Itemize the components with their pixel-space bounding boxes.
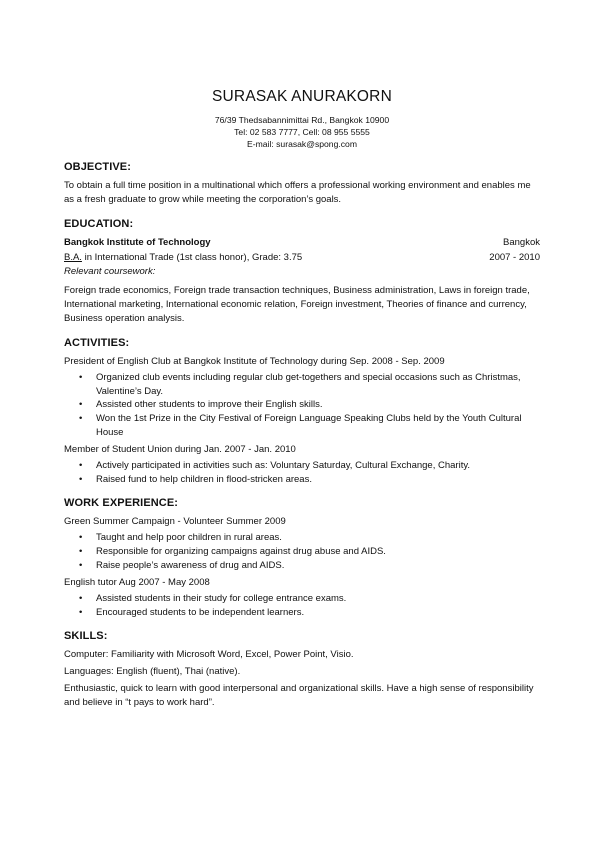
- job-title: English tutor Aug 2007 - May 2008: [64, 576, 210, 588]
- work-section: [64, 497, 540, 619]
- job-list: [64, 592, 540, 620]
- skill-languages: Languages: English (fluent), Thai (native).: [64, 666, 241, 678]
- contact-block: [64, 115, 540, 150]
- degree-detail: in International Trade (1st class honor), Grade: 3.75: [81, 251, 303, 263]
- list-item: • Assisted students in their study for college entrance exams.: [79, 592, 347, 604]
- bullet-icon: •: [79, 371, 83, 383]
- skill-personal: Enthusiastic, quick to learn with good interpersonal and organizational skills. Have a high sense of responsibility and believe in “t pays to work hard”.: [64, 683, 534, 709]
- list-item: • Actively participated in activities such as: Voluntary Saturday, Cultural Exchange, Charity.: [79, 459, 471, 471]
- objective-section: [64, 161, 540, 207]
- section-heading: SKILLS:: [64, 630, 108, 643]
- activities-section: [64, 337, 540, 487]
- list-item: • Organized club events including regular club get-togethers and special occasions such as Christmas, Valentine’s Day.: [79, 371, 521, 397]
- candidate-name: SURASAK ANURAKORN: [212, 88, 392, 105]
- education-school-row: [64, 236, 540, 251]
- activity-list: [64, 371, 540, 440]
- activity-list: [64, 459, 540, 487]
- school-name: Bangkok Institute of Technology: [64, 237, 211, 249]
- skills-section: [64, 630, 540, 710]
- education-degree-row: [64, 251, 540, 266]
- bullet-icon: •: [79, 592, 83, 604]
- bullet-icon: •: [79, 606, 83, 618]
- school-location: Bangkok: [503, 237, 540, 249]
- bullet-icon: •: [79, 399, 83, 411]
- phone: Tel: 02 583 7777, Cell: 08 955 5555: [234, 126, 370, 137]
- section-heading: OBJECTIVE:: [64, 161, 132, 174]
- bullet-icon: •: [79, 473, 83, 485]
- activity-title: Member of Student Union during Jan. 2007 - Jan. 2010: [64, 443, 296, 455]
- list-item: • Encouraged students to be independent learners.: [79, 606, 305, 618]
- section-heading: ACTIVITIES:: [64, 336, 130, 349]
- degree-years: 2007 - 2010: [489, 251, 540, 263]
- coursework-text: Foreign trade economics, Foreign trade transaction techniques, Business administration, Laws in foreign trade, International marketing, International economic relation, Foreign investment, Theories of finance and currency, Business operation analysis.: [64, 284, 530, 324]
- skill-computer: Computer: Familiarity with Microsoft Word, Excel, Power Point, Visio.: [64, 649, 354, 661]
- coursework-label: Relevant coursework:: [64, 266, 156, 278]
- email: E-mail: surasak@spong.com: [247, 138, 357, 149]
- bullet-icon: •: [79, 546, 83, 558]
- bullet-icon: •: [79, 413, 83, 425]
- section-heading: WORK EXPERIENCE:: [64, 497, 179, 510]
- list-item: • Taught and help poor children in rural areas.: [79, 532, 282, 544]
- activity-title: President of English Club at Bangkok Institute of Technology during Sep. 2008 - Sep. 2009: [64, 355, 445, 367]
- list-item: • Won the 1st Prize in the City Festival of Foreign Language Speaking Clubs held by the Youth Cultural House: [79, 413, 522, 439]
- education-section: [64, 218, 540, 326]
- list-item: • Responsible for organizing campaigns against drug abuse and AIDS.: [79, 546, 386, 558]
- objective-text: To obtain a full time position in a multinational which offers a professional working environment and enables me as a fresh graduate to grow while meeting the corporation’s goals.: [64, 180, 531, 206]
- address: 76/39 Thedsabannimittai Rd., Bangkok 10900: [214, 115, 390, 125]
- bullet-icon: •: [79, 560, 83, 572]
- bullet-icon: •: [79, 459, 83, 471]
- list-item: • Assisted other students to improve their English skills.: [79, 399, 323, 411]
- list-item: • Raised fund to help children in flood-stricken areas.: [79, 473, 312, 485]
- job-list: [64, 531, 540, 572]
- degree: [64, 251, 302, 266]
- list-item: • Raise people’s awareness of drug and AIDS.: [79, 560, 285, 572]
- section-heading: EDUCATION:: [64, 218, 134, 231]
- degree-abbr: B.A.: [64, 251, 82, 263]
- job-title: Green Summer Campaign - Volunteer Summer 2009: [64, 516, 286, 528]
- bullet-icon: •: [79, 532, 83, 544]
